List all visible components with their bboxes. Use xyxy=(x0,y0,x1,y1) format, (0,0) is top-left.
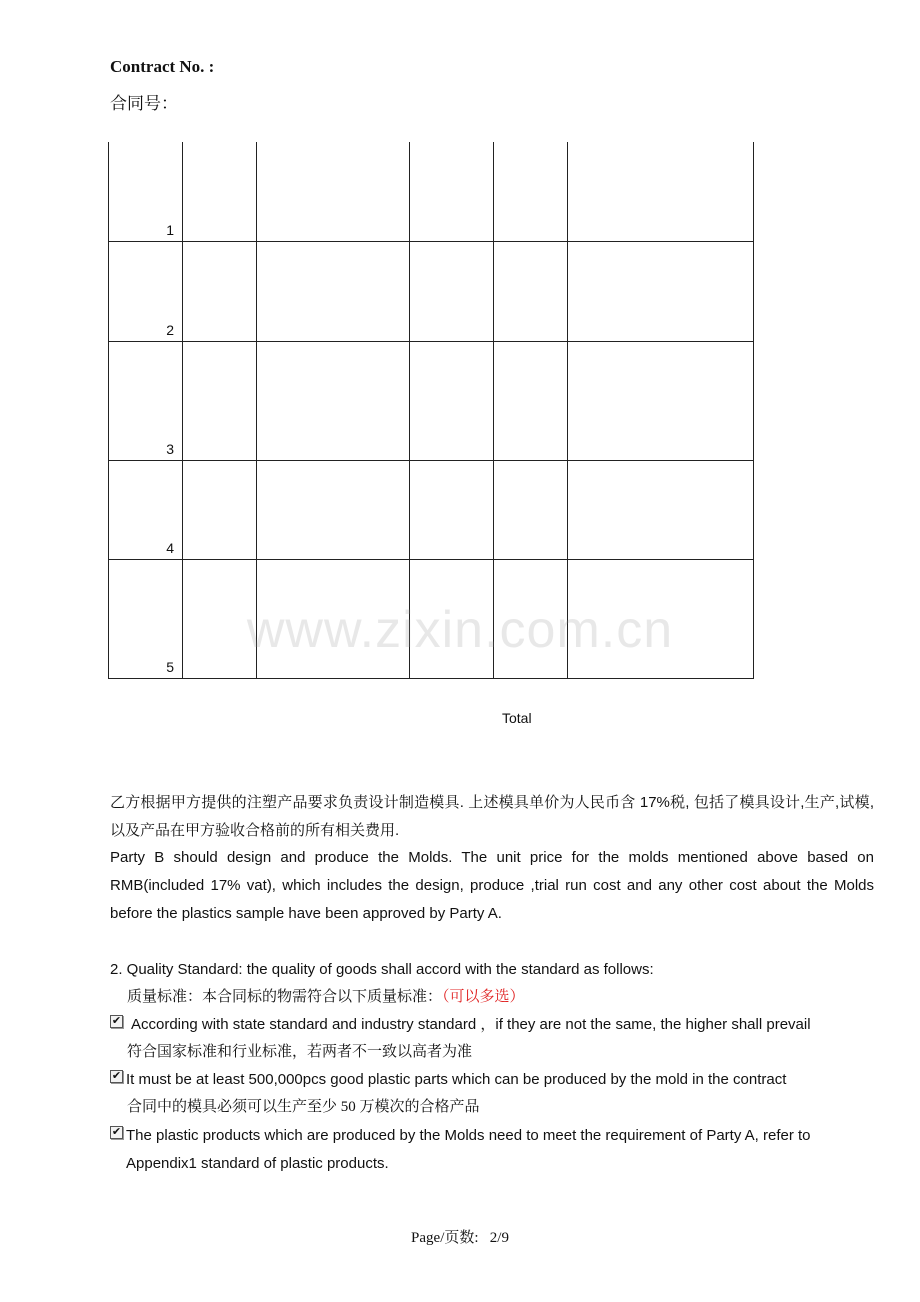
table-cell xyxy=(257,142,410,241)
option-3-text: The plastic products which are produced by the Molds need to meet the requirement of Party A, refer to Appendix1 standard of plastic products. xyxy=(126,1127,811,1172)
table-cell xyxy=(183,460,257,559)
table-cell xyxy=(410,460,494,559)
table-row xyxy=(109,241,754,341)
table-cell xyxy=(257,460,410,559)
page-footer xyxy=(0,1226,920,1247)
table-cell xyxy=(410,241,494,341)
table-cell xyxy=(183,142,257,241)
table-cell xyxy=(183,241,257,341)
table-cell xyxy=(257,241,410,341)
total-label: Total xyxy=(502,710,532,726)
table-cell xyxy=(494,241,568,341)
row-number: 5 xyxy=(109,559,183,678)
checked-checkbox-icon[interactable]: ✔ xyxy=(111,1015,122,1027)
table-cell xyxy=(568,241,754,341)
contract-number-label-cn: 合同号： xyxy=(110,94,178,113)
option-1-text-cn: 符合国家标准和行业标准，若两者不一致以高者为准 xyxy=(127,1044,473,1060)
option-2-text: It must be at least 500,000pcs good plastic parts which can be produced by the mold in the contract xyxy=(126,1071,787,1088)
table-row xyxy=(109,341,754,460)
table-cell xyxy=(183,341,257,460)
table-row xyxy=(109,142,754,241)
quality-standard-heading-cn xyxy=(127,983,525,1011)
multi-select-note: （可以多选） xyxy=(442,989,525,1005)
table-row xyxy=(109,460,754,559)
price-paragraph-cn: 乙方根据甲方提供的注塑产品要求负责设计制造模具. 上述模具单价为人民币含 17%税, 包括了模具设计,生产,试模,以及产品在甲方验收合格前的所有相关费用. xyxy=(110,794,874,839)
table-cell xyxy=(568,460,754,559)
table-cell xyxy=(410,142,494,241)
page-label: Page/页数: xyxy=(411,1230,479,1246)
row-number: 4 xyxy=(109,460,183,559)
table-cell xyxy=(568,341,754,460)
table-cell xyxy=(494,142,568,241)
price-paragraph-en: Party B should design and produce the Molds. The unit price for the molds mentioned above based on RMB(included 17% vat), which includes the design, produce ,trial run cost and any other cost about the Molds before the plastics sample have been approved by Party A. xyxy=(110,849,874,922)
contract-number-label: Contract No. : xyxy=(110,57,215,76)
page-number: 2/9 xyxy=(489,1230,509,1246)
table-cell xyxy=(410,341,494,460)
checked-checkbox-icon[interactable]: ✔ xyxy=(111,1070,122,1082)
table-cell xyxy=(494,341,568,460)
watermark: www.zixin.com.cn xyxy=(246,601,674,659)
molds-table xyxy=(108,142,754,679)
checked-checkbox-icon[interactable]: ✔ xyxy=(111,1126,122,1138)
row-number: 1 xyxy=(109,142,183,241)
table-cell xyxy=(257,341,410,460)
table-cell xyxy=(568,142,754,241)
option-2-text-cn: 合同中的模具必须可以生产至少 50 万模次的合格产品 xyxy=(127,1099,480,1115)
row-number: 3 xyxy=(109,341,183,460)
table-cell xyxy=(494,460,568,559)
option-1-text: According with state standard and industry standard ，if they are not the same, the higher shall prevail xyxy=(131,1016,811,1033)
row-number: 2 xyxy=(109,241,183,341)
quality-standard-heading: 2. Quality Standard: the quality of goods shall accord with the standard as follows: xyxy=(110,961,654,978)
quality-standard-text-cn: 质量标准：本合同标的物需符合以下质量标准： xyxy=(127,989,443,1005)
